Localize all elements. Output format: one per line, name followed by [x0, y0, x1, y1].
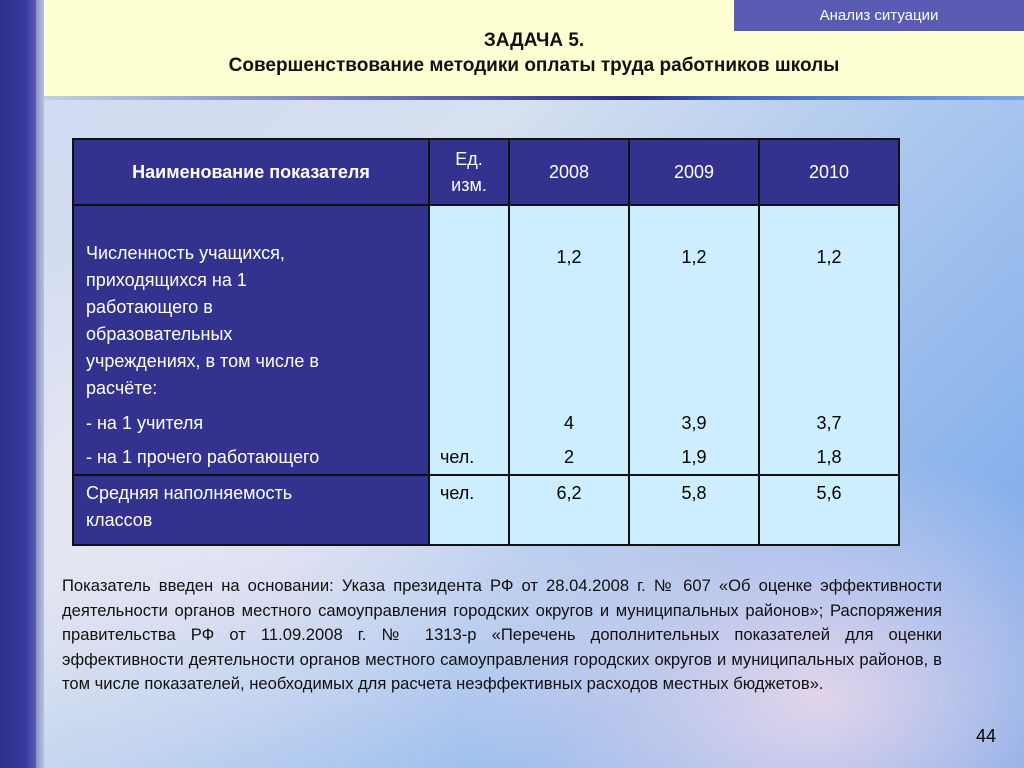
unit-header-line: Ед.	[455, 149, 483, 169]
value-class-size: 5,8	[681, 483, 707, 503]
value-other: 2	[563, 447, 574, 467]
indicator-name-line: Средняя наполняемость	[86, 483, 293, 503]
value-other: 1,8	[816, 447, 842, 467]
value-teacher: 3,9	[681, 413, 707, 433]
column-header-2008: 2008	[509, 139, 629, 205]
indicator-name-line: расчёте:	[86, 378, 158, 398]
column-header-2009: 2009	[629, 139, 759, 205]
unit-header-line: изм.	[451, 175, 487, 195]
left-decor-bar	[0, 0, 36, 768]
value-cell-2010	[759, 475, 899, 545]
header-divider	[44, 96, 1024, 100]
unit-value: чел.	[440, 447, 475, 467]
value-other: 1,9	[681, 447, 707, 467]
indicator-name-cell	[73, 475, 429, 545]
indicator-name-line: приходящихся на 1	[86, 270, 247, 290]
value-cell-2009	[629, 205, 759, 475]
value-cell-2010	[759, 205, 899, 475]
source-note: Показатель введен на основании: Указа президента РФ от 28.04.2008 г. № 607 «Об оценке эффективности деятельности органов местного самоуправления городских округов и муниципальных районов»; Распоряжения правительства РФ от 11.09.2008 г. № 1313-р «Перечень дополнительных показателей для оценки эффективности деятельности органов местного самоуправления городских округов и муниципальных районов, в том числе показателей, необходимых для расчета неэффективных расходов местных бюджетов».	[62, 576, 942, 693]
indicator-name-line: образовательных	[86, 324, 233, 344]
value-cell-2008	[509, 475, 629, 545]
indicator-name-line: Численность учащихся,	[86, 243, 285, 263]
table-header-row	[73, 139, 899, 205]
value-teacher: 4	[563, 413, 574, 433]
indicator-name-line: работающего в	[86, 297, 213, 317]
page-number: 44	[976, 726, 997, 746]
page-title: Совершенствование методики оплаты труда работников школы	[228, 55, 840, 76]
table-row	[73, 475, 899, 545]
value-class-size: 5,6	[816, 483, 842, 503]
value-class-size: 6,2	[556, 483, 582, 503]
column-header-unit	[429, 139, 509, 205]
column-header-name: Наименование показателя	[73, 139, 429, 205]
column-header-2010: 2010	[759, 139, 899, 205]
value-cell-2008	[509, 205, 629, 475]
indicator-sub-other: - на 1 прочего работающего	[86, 447, 320, 467]
table-row	[73, 205, 899, 475]
left-decor-strip	[36, 0, 44, 768]
task-number: ЗАДАЧА 5.	[483, 30, 585, 51]
value-cell-2009	[629, 475, 759, 545]
indicator-sub-teacher: - на 1 учителя	[86, 413, 204, 433]
unit-value: чел.	[440, 483, 475, 503]
section-tag: Анализ ситуации	[734, 0, 1024, 31]
value-teacher: 3,7	[816, 413, 842, 433]
indicator-name-line: классов	[86, 510, 153, 530]
unit-cell	[429, 205, 509, 475]
value-total: 1,2	[816, 247, 842, 267]
indicator-table	[72, 138, 900, 546]
unit-cell	[429, 475, 509, 545]
value-total: 1,2	[681, 247, 707, 267]
indicator-name-line: учреждениях, в том числе в	[86, 351, 319, 371]
value-total: 1,2	[556, 247, 582, 267]
indicator-name-cell	[73, 205, 429, 475]
